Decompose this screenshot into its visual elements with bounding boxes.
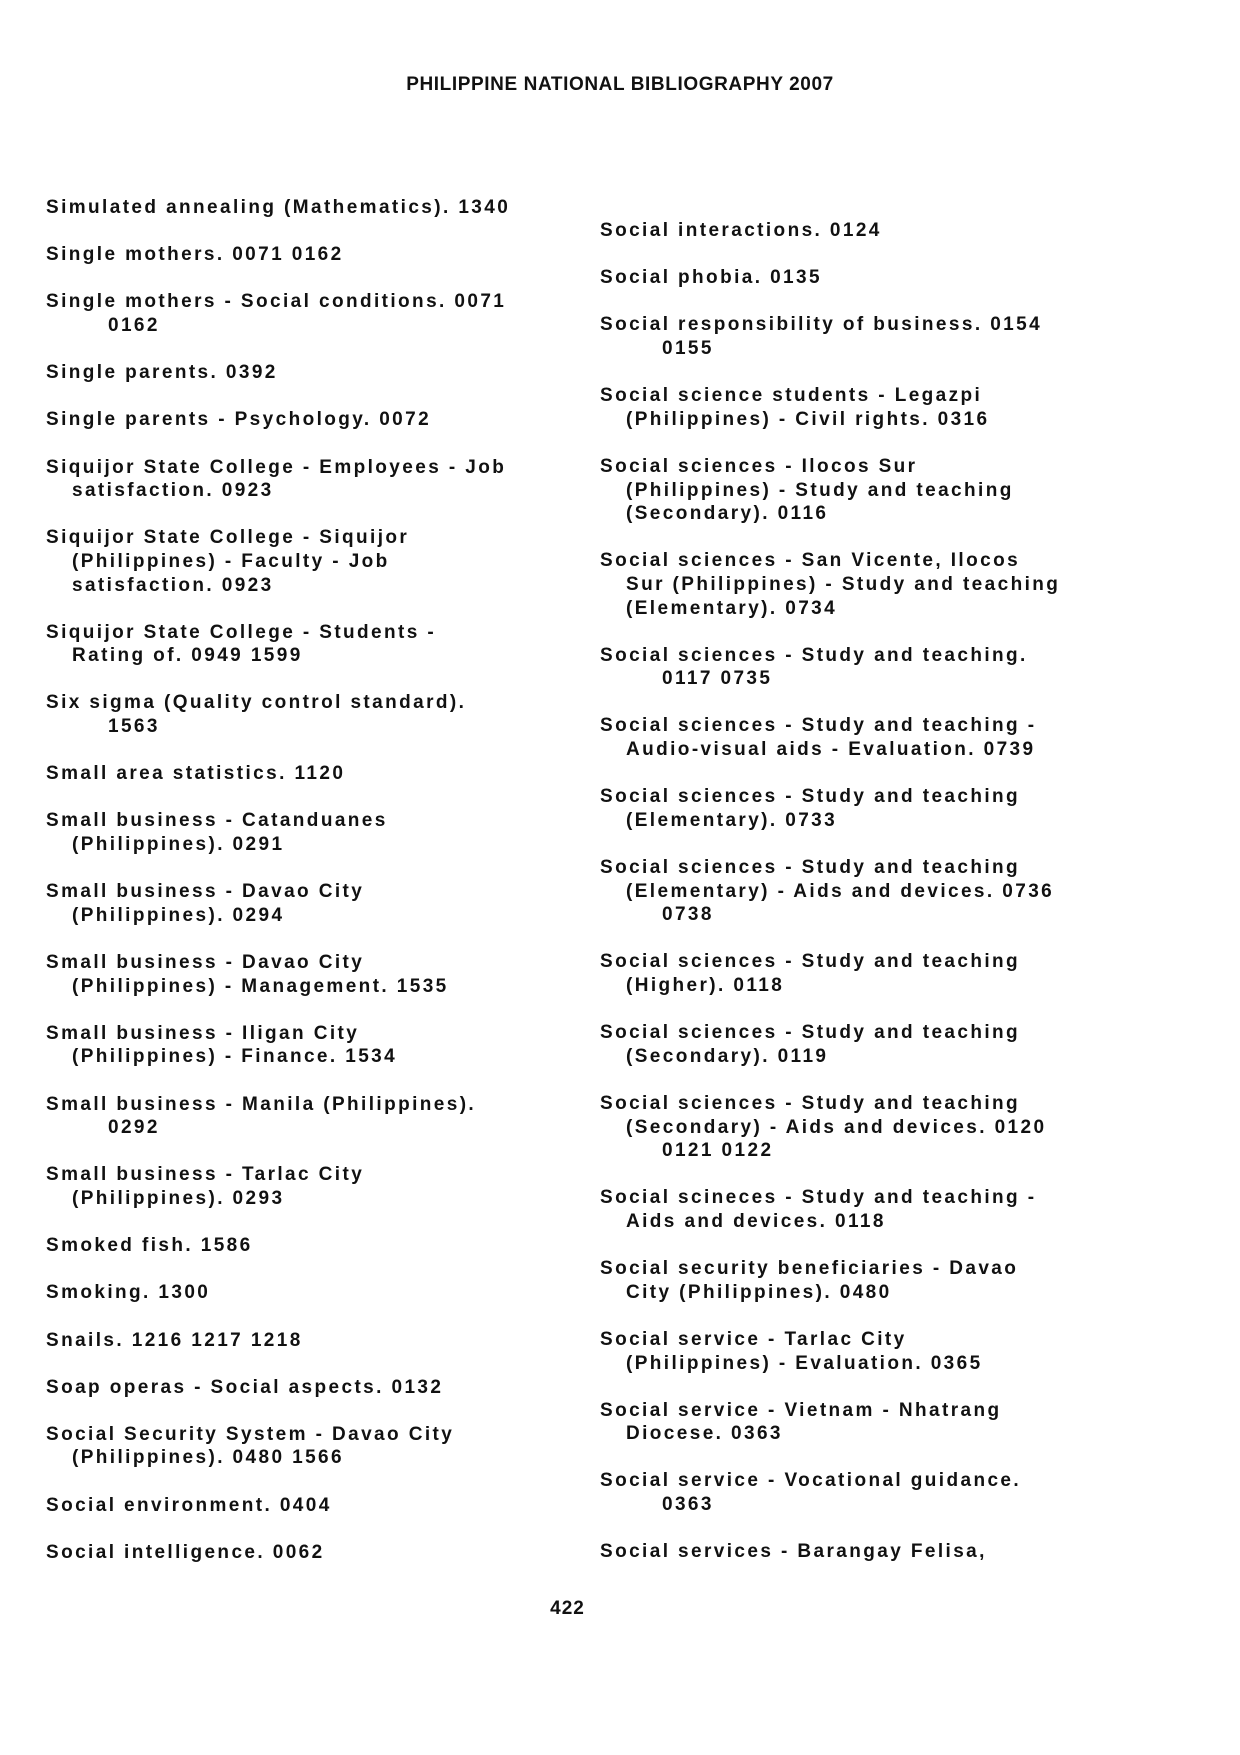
- index-entry: [600, 219, 1120, 243]
- index-entry: [46, 1494, 566, 1518]
- index-column-left: [46, 196, 566, 1588]
- index-entry: [46, 290, 566, 337]
- index-entry: [600, 1021, 1120, 1068]
- index-entry-continuation: 1563: [108, 716, 160, 738]
- index-entry-heading: Smoking. 1300: [46, 1282, 211, 1304]
- index-entry-heading: Small business - Tarlac City: [46, 1164, 365, 1186]
- index-entry-continuation: 0738: [662, 904, 714, 926]
- index-entry-heading: Social phobia. 0135: [600, 267, 822, 289]
- index-entry-heading: Snails. 1216 1217 1218: [46, 1329, 303, 1351]
- index-entry-heading: Social sciences - Study and teaching -: [600, 715, 1037, 737]
- index-entry-continuation: 0363: [662, 1494, 714, 1516]
- index-entry: [600, 1092, 1120, 1163]
- index-entry-heading: Social sciences - Study and teaching: [600, 786, 1021, 808]
- index-entry-continuation: Sur (Philippines) - Study and teaching: [626, 573, 1061, 595]
- index-entry: [46, 456, 566, 503]
- index-entry-heading: Social security beneficiaries - Davao: [600, 1258, 1019, 1280]
- index-entry: [46, 762, 566, 786]
- index-entry-continuation: (Philippines) - Faculty - Job: [72, 550, 390, 572]
- index-entry: [46, 1376, 566, 1400]
- index-entry-heading: Social sciences - Study and teaching: [600, 1092, 1021, 1114]
- index-entry: [600, 644, 1120, 691]
- index-entry-continuation: (Philippines). 0294: [72, 904, 285, 926]
- index-entry-continuation: 0121 0122: [662, 1140, 774, 1162]
- index-entry-continuation: (Philippines). 0291: [72, 834, 285, 856]
- index-entry: [46, 809, 566, 856]
- index-entry-heading: Smoked fish. 1586: [46, 1235, 253, 1257]
- index-entry: [46, 1281, 566, 1305]
- index-entry: [600, 549, 1120, 620]
- index-entry-continuation: (Secondary) - Aids and devices. 0120: [626, 1116, 1047, 1138]
- index-entry-continuation: satisfaction. 0923: [72, 480, 274, 502]
- index-entry-heading: Siquijor State College - Students -: [46, 621, 437, 643]
- index-column-right: [600, 219, 1120, 1587]
- index-entry-continuation: Audio-visual aids - Evaluation. 0739: [626, 739, 1036, 761]
- index-entry-continuation: (Philippines) - Finance. 1534: [72, 1046, 398, 1068]
- index-entry-continuation: (Elementary). 0733: [626, 809, 838, 831]
- index-entry-continuation: (Secondary). 0119: [626, 1045, 829, 1067]
- index-entry-heading: Social responsibility of business. 0154: [600, 314, 1043, 336]
- index-entry-continuation: 0162: [108, 314, 160, 336]
- index-entry-heading: Single mothers - Social conditions. 0071: [46, 291, 507, 313]
- index-entry: [600, 1540, 1120, 1564]
- index-entry-heading: Social sciences - Study and teaching: [600, 1022, 1021, 1044]
- index-entry-heading: Small area statistics. 1120: [46, 763, 346, 785]
- index-entry-heading: Social environment. 0404: [46, 1494, 332, 1516]
- index-entry: [600, 266, 1120, 290]
- index-entry: [600, 856, 1120, 927]
- index-entry-continuation: (Secondary). 0116: [626, 503, 829, 525]
- index-entry-heading: Social sciences - Study and teaching: [600, 951, 1021, 973]
- index-entry: [46, 1329, 566, 1353]
- index-entry: [46, 951, 566, 998]
- index-entry: [46, 1234, 566, 1258]
- index-entry: [46, 526, 566, 597]
- index-entry-heading: Simulated annealing (Mathematics). 1340: [46, 197, 511, 218]
- index-entry-continuation: 0292: [108, 1117, 160, 1139]
- index-entry-heading: Single mothers. 0071 0162: [46, 244, 344, 266]
- index-entry-heading: Single parents - Psychology. 0072: [46, 409, 432, 431]
- index-entry-heading: Small business - Manila (Philippines).: [46, 1093, 477, 1115]
- index-entry-heading: Social sciences - Study and teaching.: [600, 644, 1028, 666]
- index-entry-continuation: City (Philippines). 0480: [626, 1281, 892, 1303]
- index-entry-heading: Social sciences - Study and teaching: [600, 857, 1021, 879]
- index-entry-heading: Small business - Iligan City: [46, 1022, 360, 1044]
- index-entry-heading: Social scineces - Study and teaching -: [600, 1187, 1037, 1209]
- index-entry-continuation: satisfaction. 0923: [72, 574, 274, 596]
- index-entry-continuation: (Elementary) - Aids and devices. 0736: [626, 880, 1055, 902]
- index-entry: [600, 1469, 1120, 1516]
- index-entry: [46, 408, 566, 432]
- index-entry: [46, 196, 566, 220]
- page-title: PHILIPPINE NATIONAL BIBLIOGRAPHY 2007: [406, 74, 834, 95]
- index-entry-continuation: 0117 0735: [662, 668, 773, 690]
- index-entry: [600, 1328, 1120, 1375]
- index-entry-heading: Social service - Vocational guidance.: [600, 1470, 1022, 1492]
- index-entry-heading: Siquijor State College - Siquijor: [46, 527, 410, 549]
- index-entry: [46, 1541, 566, 1565]
- index-entry-continuation: Rating of. 0949 1599: [72, 645, 303, 667]
- index-entry-heading: Social service - Tarlac City: [600, 1328, 907, 1350]
- index-entry-heading: Small business - Davao City: [46, 881, 365, 903]
- index-entry: [46, 1163, 566, 1210]
- index-entry: [600, 950, 1120, 997]
- index-entry-heading: Social intelligence. 0062: [46, 1541, 325, 1563]
- index-entry: [600, 1399, 1120, 1446]
- index-entry-continuation: (Philippines) - Study and teaching: [626, 479, 1014, 501]
- index-entry-heading: Soap operas - Social aspects. 0132: [46, 1376, 444, 1398]
- index-entry-heading: Social sciences - Ilocos Sur: [600, 455, 918, 477]
- index-entry-heading: Social Security System - Davao City: [46, 1423, 455, 1445]
- index-entry: [46, 361, 566, 385]
- index-entry: [600, 455, 1120, 526]
- index-entry: [600, 1186, 1120, 1233]
- index-entry: [600, 1257, 1120, 1304]
- index-entry: [46, 1022, 566, 1069]
- index-entry: [600, 714, 1120, 761]
- index-entry: [46, 1423, 566, 1470]
- index-entry: [600, 785, 1120, 832]
- index-entry-continuation: (Philippines) - Management. 1535: [72, 975, 449, 997]
- page-number: 422: [550, 1598, 585, 1619]
- index-entry-continuation: (Philippines). 0293: [72, 1187, 285, 1209]
- index-entry: [46, 243, 566, 267]
- index-entry: [600, 384, 1120, 431]
- index-entry-heading: Social sciences - San Vicente, Ilocos: [600, 550, 1021, 572]
- index-entry-continuation: (Elementary). 0734: [626, 597, 838, 619]
- index-entry-heading: Social science students - Legazpi: [600, 385, 983, 407]
- index-entry-heading: Small business - Davao City: [46, 952, 365, 973]
- index-entry-continuation: 0155: [662, 337, 714, 359]
- index-entry: [46, 1093, 566, 1140]
- index-entry: [600, 313, 1120, 360]
- index-entry-continuation: Aids and devices. 0118: [626, 1210, 886, 1232]
- index-entry-heading: Siquijor State College - Employees - Job: [46, 456, 507, 478]
- index-entry-heading: Social interactions. 0124: [600, 220, 882, 241]
- index-entry-continuation: Diocese. 0363: [626, 1423, 783, 1445]
- index-entry-heading: Social service - Vietnam - Nhatrang: [600, 1399, 1002, 1421]
- index-entry-heading: Single parents. 0392: [46, 362, 278, 384]
- index-entry-continuation: (Philippines) - Evaluation. 0365: [626, 1352, 983, 1374]
- index-entry-heading: Social services - Barangay Felisa,: [600, 1541, 987, 1563]
- index-entry: [46, 691, 566, 738]
- index-entry-continuation: (Higher). 0118: [626, 975, 785, 996]
- index-entry-heading: Small business - Catanduanes: [46, 810, 388, 832]
- index-entry-continuation: (Philippines) - Civil rights. 0316: [626, 408, 990, 430]
- index-entry-continuation: (Philippines). 0480 1566: [72, 1447, 344, 1469]
- index-entry: [46, 880, 566, 927]
- index-entry: [46, 621, 566, 668]
- index-entry-heading: Six sigma (Quality control standard).: [46, 692, 467, 714]
